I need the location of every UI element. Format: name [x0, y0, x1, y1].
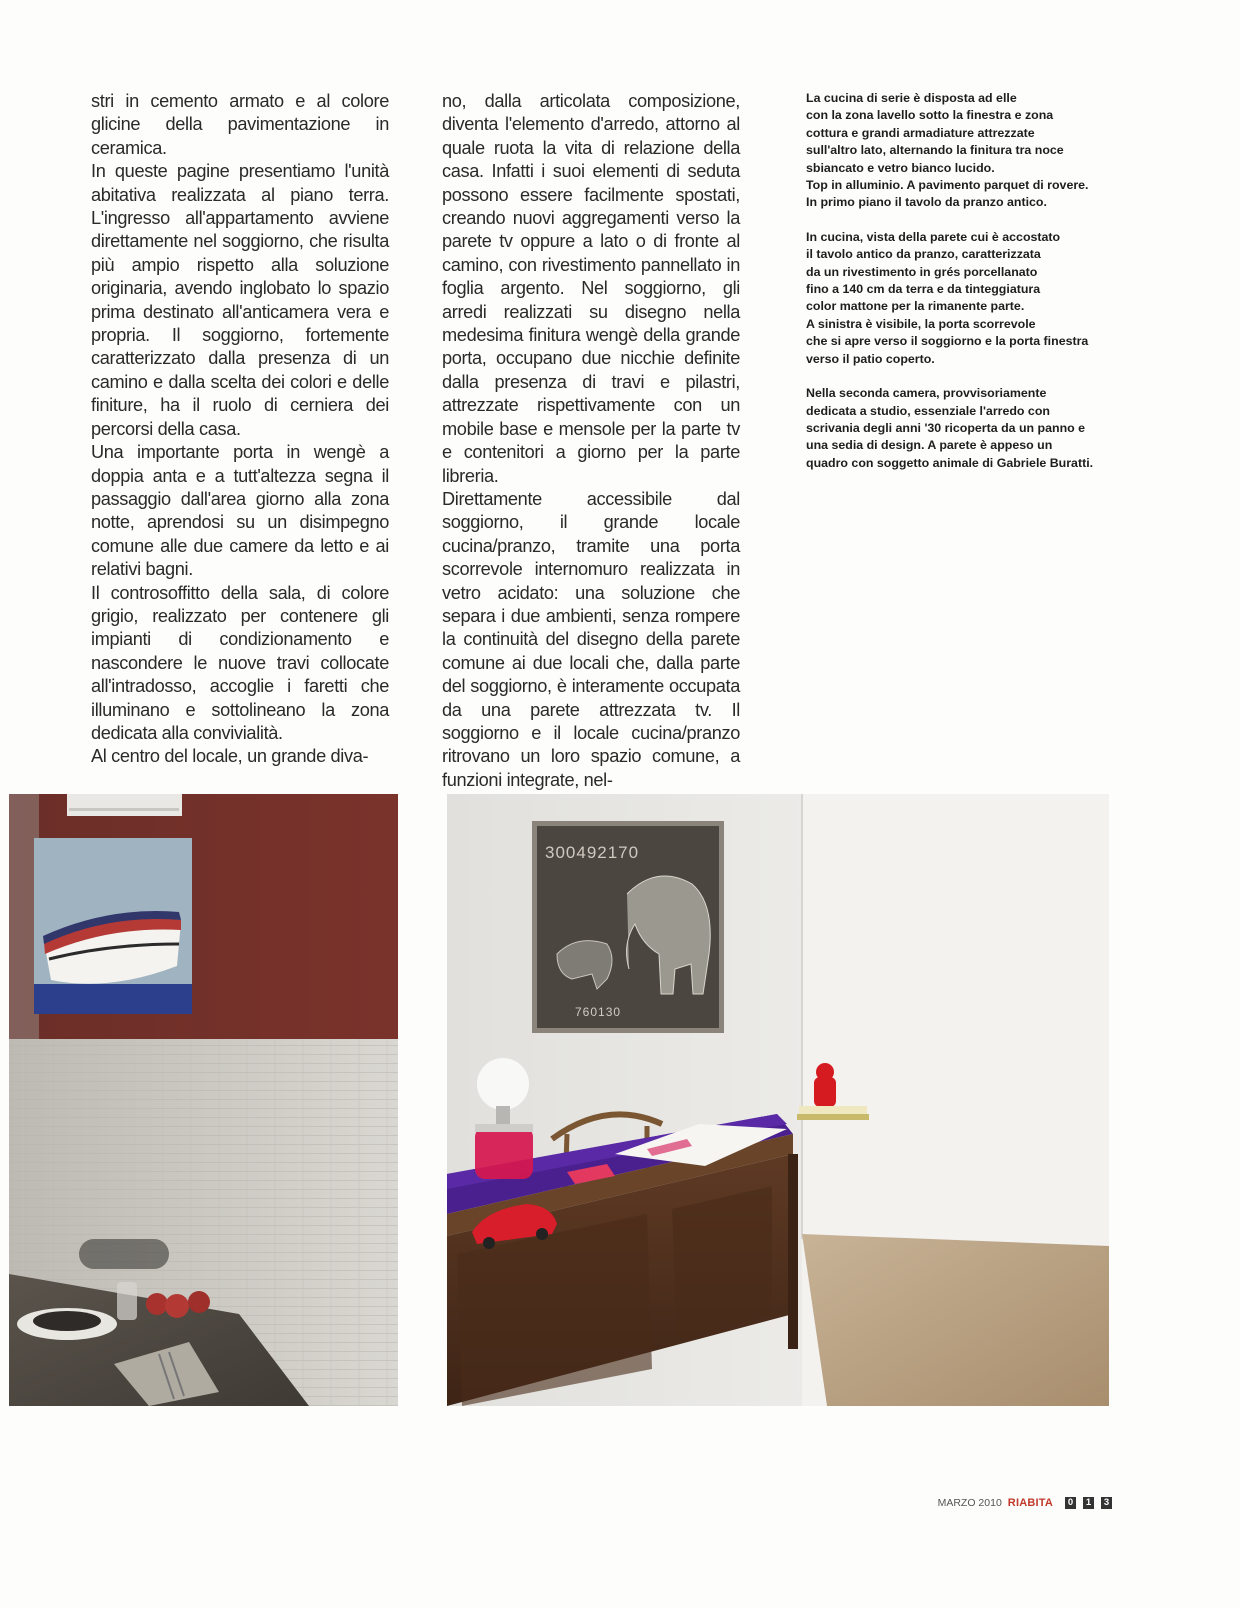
paragraph: stri in cemento armato e al colore glicine della pavimentazione in ceramica. — [91, 91, 389, 158]
paragraph: Il controsoffitto della sala, di colore grigio, realizzato per contenere gli impianti di condizionamento e nascondere le nuove travi collocate all'intradosso, accoglie i faretti che illuminano e sottolineano la zona dedicata alla convivialità. — [91, 582, 389, 743]
caption-dining-wall: In cucina, vista della parete cui è accostato il tavolo antico da pranzo, caratterizzata da un rivestimento in grés porcellanato fino a 140 cm da terra e da tinteggiatura color mattone per la rimanente parte. A sinistra è visibile, la porta scorrevole che si apre verso il soggiorno e la porta finestra verso il patio coperto. — [806, 229, 1089, 366]
photo-study — [447, 794, 1109, 1406]
painting-top-number: 300492170 — [545, 843, 640, 862]
page-digit: 0 — [1065, 1497, 1076, 1509]
photo-captions — [806, 90, 1111, 489]
painting-bottom-number: 760130 — [575, 1005, 622, 1019]
paragraph: no, dalla articolata composizione, diventa l'elemento d'arredo, attorno al quale ruota la vita di relazione della casa. Infatti i suoi elementi di seduta possono essere facilmente spostati, creando nuovi aggregamenti verso la parete tv oppure a lato o di fronte al camino, con rivestimento pannellato in foglia argento. Nel soggiorno, gli arredi realizzati su disegno nella medesima finitura wengè della grande porta, occupano due nicchie definite dalla presenza di travi e pilastri, attrezzate rispettivamente con un mobile base e mensole per la parte tv e contenitori a giorno per la parte libreria. — [442, 91, 740, 486]
kitchen-wall-illustration — [9, 794, 398, 1406]
study-illustration — [447, 794, 1109, 1406]
photo-kitchen-wall — [9, 794, 398, 1406]
page-number — [1065, 1497, 1112, 1509]
text-column-1 — [91, 90, 389, 769]
paragraph: Direttamente accessibile dal soggiorno, il grande locale cucina/pranzo, tramite una porta scorrevole internomuro realizzata in vetro acidato: una soluzione che separa i due ambienti, senza rompere la continuità del disegno della parete comune ai due locali che, dalla parte del soggiorno, è interamente occupata da una parete attrezzata tv. Il soggiorno e il locale cucina/pranzo ritrovano un loro spazio comune, a funzioni integrate, nel- — [442, 488, 740, 790]
text-column-2 — [442, 90, 740, 792]
paragraph: Al centro del locale, un grande diva- — [91, 746, 369, 767]
paragraph: Una importante porta in wengè a doppia anta e a tutt'altezza segna il passaggio dall'area giorno alla zona notte, aprendosi su un disimpegno comune alle due camere da letto e ai relativi bagni. — [91, 442, 389, 580]
page-digit: 3 — [1101, 1497, 1112, 1509]
caption-study: Nella seconda camera, provvisoriamente dedicata a studio, essenziale l'arredo con scrivania degli anni '30 ricoperta da un panno e una sedia di design. A parete è appeso un quadro con soggetto animale di Gabriele Buratti. — [806, 386, 1094, 470]
caption-kitchen: La cucina di serie è disposta ad elle con la zona lavello sotto la finestra e zona cottura e grandi armadiature attrezzate sull'altro lato, alternando la finitura tra noce sbiancato e vetro bianco lucido. Top in alluminio. A pavimento parquet di rovere. In primo piano il tavolo da pranzo antico. — [806, 91, 1089, 210]
page-footer — [938, 1497, 1112, 1509]
issue-date: MARZO 2010 — [937, 1497, 1002, 1509]
page-digit: 1 — [1083, 1497, 1094, 1509]
magazine-name: RIABITA — [1007, 1497, 1053, 1509]
paragraph: In queste pagine presentiamo l'unità abitativa realizzata al piano terra. L'ingresso all'appartamento avviene direttamente nel soggiorno, che risulta più ampio rispetto alla soluzione originaria, avendo inglobato lo spazio prima destinato all'anticamera vera e propria. Il soggiorno, fortemente caratterizzato dalla presenza di un camino e dalla scelta dei colori e delle finiture, ha il ruolo di cerniera dei percorsi della casa. — [91, 161, 389, 439]
